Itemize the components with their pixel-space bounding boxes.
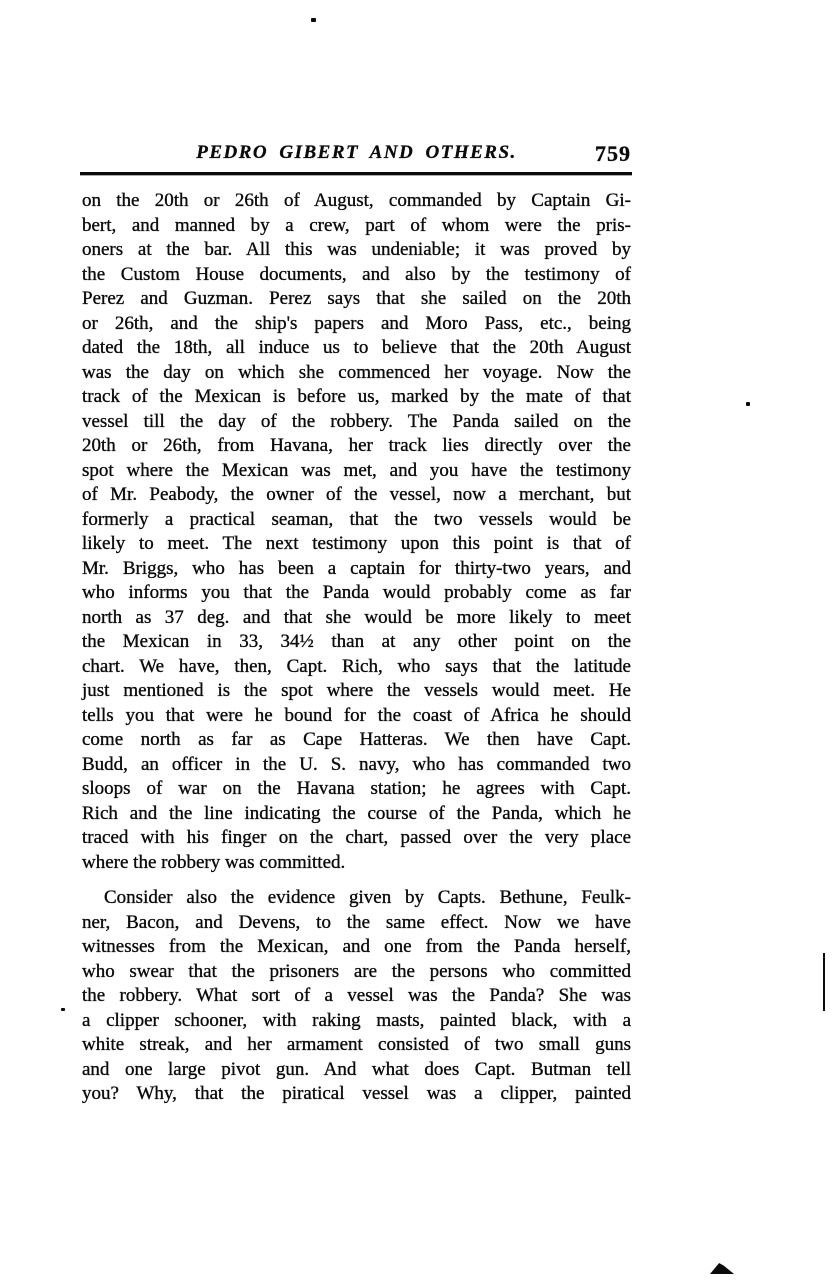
text-line: white streak, and her armament consisted of two small guns <box>82 1034 631 1055</box>
text-line: Budd, an officer in the U. S. navy, who has commanded two <box>82 753 631 775</box>
text-line: likely to meet. The next testimony upon this point is that of <box>82 533 631 554</box>
paragraph-1 <box>82 189 631 875</box>
text-line: dated the 18th, all induce us to believe that the 20th August <box>82 337 631 358</box>
ink-speck <box>311 18 316 22</box>
text-line: ner, Bacon, and Devens, to the same effect. Now we have <box>82 911 631 933</box>
body-text <box>82 189 631 1107</box>
text-line: the Custom House documents, and also by the testimony of <box>82 263 631 285</box>
text-line: sloops of war on the Havana station; he agrees with Capt. <box>82 778 631 799</box>
text-line: 20th or 26th, from Havana, her track lies directly over the <box>82 435 631 456</box>
text-line: chart. We have, then, Capt. Rich, who says that the latitude <box>82 655 631 677</box>
text-line: formerly a practical seaman, that the two vessels would be <box>82 508 631 530</box>
header-rule <box>80 172 632 175</box>
text-line: or 26th, and the ship's papers and Moro Pass, etc., being <box>82 312 631 334</box>
text-line: who swear that the prisoners are the persons who committed <box>82 960 631 982</box>
text-line: of Mr. Peabody, the owner of the vessel, now a merchant, but <box>82 484 631 505</box>
text-line: bert, and manned by a crew, part of whom were the pris- <box>82 214 631 236</box>
text-line: on the 20th or 26th of August, commanded by Captain Gi- <box>82 190 631 211</box>
text-line: was the day on which she commenced her voyage. Now the <box>82 361 631 383</box>
text-line: Rich and the line indicating the course of the Panda, which he <box>82 802 631 824</box>
text-line: witnesses from the Mexican, and one from the Panda herself, <box>82 936 631 957</box>
page-header <box>82 142 631 168</box>
text-line: Mr. Briggs, who has been a captain for thirty-two years, and <box>82 557 631 579</box>
ink-speck <box>746 402 750 406</box>
text-line: Consider also the evidence given by Capts. Bethune, Feulk- <box>104 887 631 908</box>
text-line: north as 37 deg. and that she would be more likely to meet <box>82 606 631 628</box>
text-line: track of the Mexican is before us, marked by the mate of that <box>82 386 631 407</box>
text-line: traced with his finger on the chart, passed over the very place <box>82 827 631 848</box>
text-line: come north as far as Cape Hatteras. We then have Capt. <box>82 729 631 750</box>
text-line: spot where the Mexican was met, and you have the testimony <box>82 459 631 481</box>
paragraph-2 <box>82 886 631 1107</box>
ink-speck <box>61 1008 65 1011</box>
text-line: who informs you that the Panda would probably come as far <box>82 582 631 603</box>
page-number: 759 <box>595 141 631 166</box>
ink-blot-triangle <box>710 1263 734 1274</box>
running-title: PEDRO GIBERT AND OTHERS. <box>196 142 517 163</box>
text-line: tells you that were he bound for the coast of Africa he should <box>82 704 631 726</box>
text-line: and one large pivot gun. And what does Capt. Butman tell <box>82 1058 631 1080</box>
text-line: a clipper schooner, with raking masts, painted black, with a <box>82 1009 631 1031</box>
text-block <box>82 142 631 1107</box>
margin-scan-line <box>823 953 825 1011</box>
text-line: vessel till the day of the robbery. The Panda sailed on the <box>82 410 631 432</box>
text-line: the Mexican in 33, 34½ than at any other point on the <box>82 631 631 652</box>
text-line: oners at the bar. All this was undeniable; it was proved by <box>82 239 631 260</box>
text-line: the robbery. What sort of a vessel was the Panda? She was <box>82 985 631 1006</box>
text-line: where the robbery was committed. <box>82 851 346 873</box>
text-line: you? Why, that the piratical vessel was a clipper, painted <box>82 1083 631 1104</box>
text-line: just mentioned is the spot where the vessels would meet. He <box>82 680 631 701</box>
text-line: Perez and Guzman. Perez says that she sailed on the 20th <box>82 288 631 309</box>
